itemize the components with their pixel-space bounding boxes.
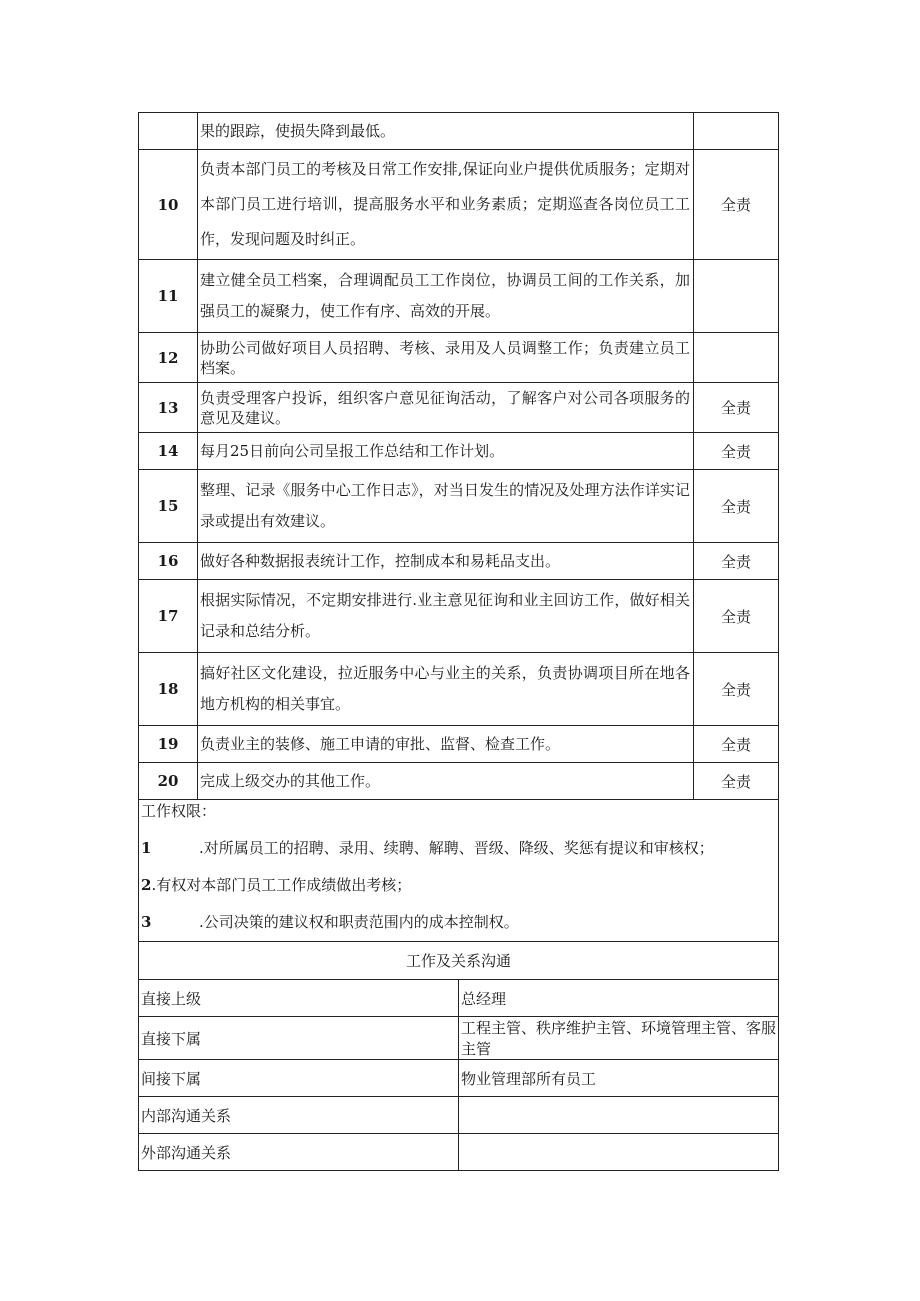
table-row	[139, 1060, 779, 1097]
duty-number: 20	[139, 763, 198, 800]
duty-text: 完成上级交办的其他工作。	[198, 763, 694, 800]
authority-item	[141, 904, 778, 941]
duty-responsibility	[694, 333, 779, 383]
authority-item-text: .对所属员工的招聘、录用、续聘、解聘、晋级、降级、奖惩有提议和审核权；	[199, 839, 714, 857]
duty-text: 整理、记录《服务中心工作日志》，对当日发生的情况及处理方法作详实记录或提出有效建议。	[198, 470, 694, 543]
duty-number: 17	[139, 580, 198, 653]
duty-number: 16	[139, 543, 198, 580]
table-row	[139, 333, 779, 383]
authority-item-text: .有权对本部门员工工作成绩做出考核；	[151, 876, 412, 894]
duty-text: 根据实际情况，不定期安排进行.业主意见征询和业主回访工作，做好相关记录和总结分析。	[198, 580, 694, 653]
table-row	[139, 433, 779, 470]
table-row	[139, 1097, 779, 1134]
authority-section	[139, 800, 779, 942]
table-row	[139, 470, 779, 543]
duty-responsibility: 全责	[694, 470, 779, 543]
table-row	[139, 260, 779, 333]
relation-value: 物业管理部所有员工	[459, 1060, 779, 1097]
duty-number: 12	[139, 333, 198, 383]
table-row	[139, 580, 779, 653]
duty-text: 负责受理客户投诉，组织客户意见征询活动，了解客户对公司各项服务的意见及建议。	[198, 383, 694, 433]
duty-responsibility: 全责	[694, 150, 779, 260]
relation-value: 总经理	[459, 980, 779, 1017]
relations-title: 工作及关系沟通	[139, 942, 779, 980]
duty-text: 果的跟踪，使损失降到最低。	[198, 113, 694, 150]
table-row	[139, 726, 779, 763]
duties-table	[138, 112, 779, 800]
authority-item	[141, 830, 778, 867]
duty-responsibility	[694, 113, 779, 150]
table-row	[139, 543, 779, 580]
duty-number: 18	[139, 653, 198, 726]
authority-item	[141, 867, 778, 904]
duty-text: 搞好社区文化建设，拉近服务中心与业主的关系，负责协调项目所在地各地方机构的相关事宜。	[198, 653, 694, 726]
duty-number: 11	[139, 260, 198, 333]
relation-label: 直接下属	[139, 1017, 459, 1060]
duty-text: 每月25日前向公司呈报工作总结和工作计划。	[198, 433, 694, 470]
relation-value	[459, 1097, 779, 1134]
duty-number: 19	[139, 726, 198, 763]
table-row	[139, 1017, 779, 1060]
duty-number	[139, 113, 198, 150]
duty-responsibility: 全责	[694, 763, 779, 800]
duty-number: 15	[139, 470, 198, 543]
duty-responsibility: 全责	[694, 580, 779, 653]
relation-label: 间接下属	[139, 1060, 459, 1097]
table-row	[139, 383, 779, 433]
table-row	[139, 113, 779, 150]
duty-responsibility: 全责	[694, 653, 779, 726]
relation-value: 工程主管、秩序维护主管、环境管理主管、客服主管	[459, 1017, 779, 1060]
authority-item-number: 1	[141, 839, 152, 857]
duty-text: 负责本部门员工的考核及日常工作安排,保证向业户提供优质服务；定期对本部门员工进行培训，提高服务水平和业务素质；定期巡查各岗位员工工作，发现问题及时纠正。	[198, 150, 694, 260]
table-row	[139, 1134, 779, 1171]
duty-text: 做好各种数据报表统计工作，控制成本和易耗品支出。	[198, 543, 694, 580]
duty-text: 建立健全员工档案，合理调配员工工作岗位，协调员工间的工作关系，加强员工的凝聚力，使工作有序、高效的开展。	[198, 260, 694, 333]
job-description-document	[138, 112, 779, 1171]
table-row	[139, 653, 779, 726]
duty-responsibility: 全责	[694, 383, 779, 433]
table-row	[139, 150, 779, 260]
authority-and-relations-table	[138, 799, 779, 1171]
authority-cell	[139, 800, 779, 942]
authority-title: 工作权限：	[141, 802, 217, 820]
relation-label: 外部沟通关系	[139, 1134, 459, 1171]
duty-responsibility: 全责	[694, 726, 779, 763]
authority-item-number: 3	[141, 913, 152, 931]
duty-number: 13	[139, 383, 198, 433]
duty-responsibility: 全责	[694, 433, 779, 470]
authority-item-number: 2	[141, 876, 152, 894]
duty-responsibility: 全责	[694, 543, 779, 580]
relation-label: 直接上级	[139, 980, 459, 1017]
table-row	[139, 980, 779, 1017]
relations-header-row	[139, 942, 779, 980]
duty-responsibility	[694, 260, 779, 333]
duty-text: 负责业主的装修、施工申请的审批、监督、检查工作。	[198, 726, 694, 763]
duty-number: 10	[139, 150, 198, 260]
duty-text: 协助公司做好项目人员招聘、考核、录用及人员调整工作；负责建立员工档案。	[198, 333, 694, 383]
table-row	[139, 763, 779, 800]
relation-value	[459, 1134, 779, 1171]
duty-number: 14	[139, 433, 198, 470]
authority-item-text: .公司决策的建议权和职责范围内的成本控制权。	[199, 913, 519, 931]
relation-label: 内部沟通关系	[139, 1097, 459, 1134]
